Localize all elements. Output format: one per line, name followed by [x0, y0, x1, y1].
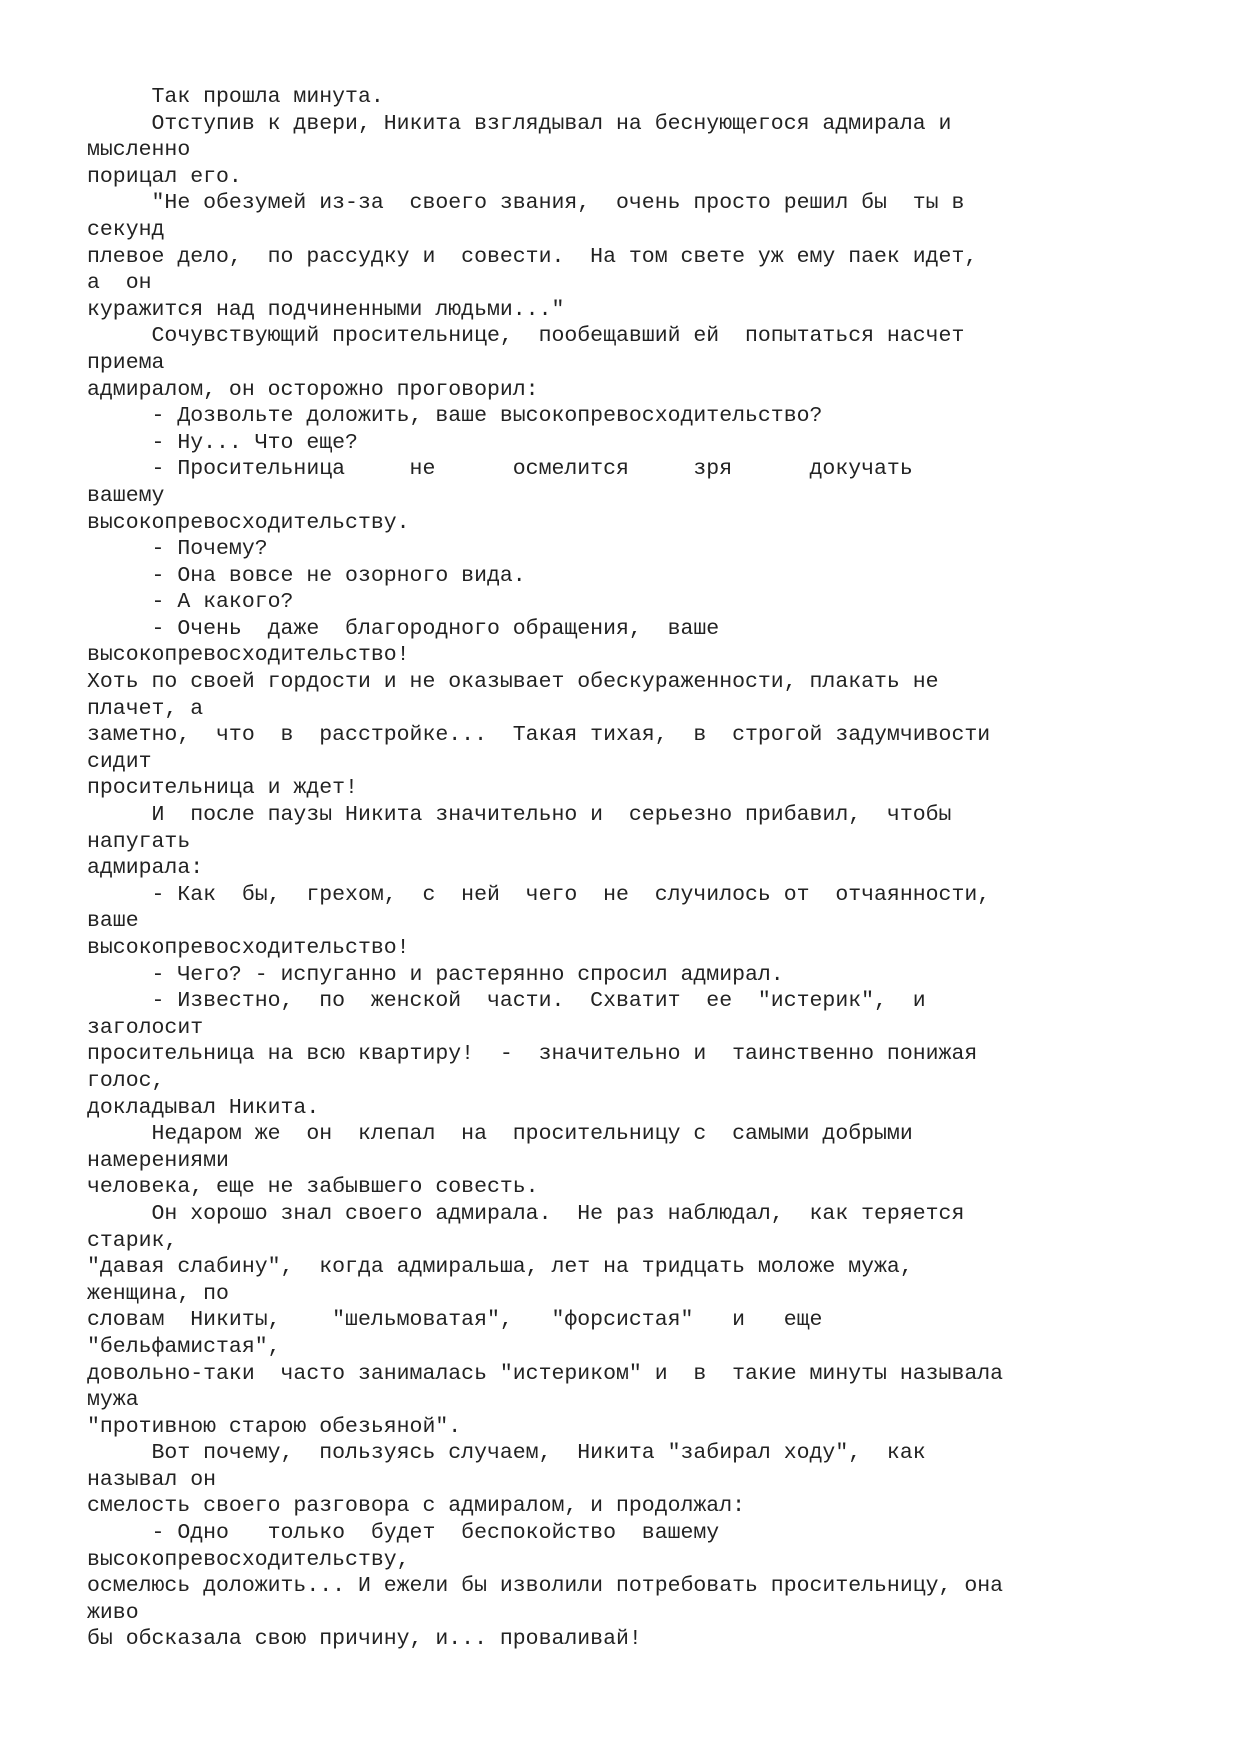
text-line: - Она вовсе не озорного вида.	[87, 563, 526, 588]
text-line: осмелюсь доложить... И ежели бы изволили потребовать просительницу, она	[87, 1574, 1004, 1599]
text-line: - Ну... Что еще?	[87, 430, 358, 455]
text-line: секунд	[87, 217, 165, 242]
text-line: высокопревосходительство!	[87, 643, 410, 668]
text-line: плевое дело, по рассудку и совести. На том свете уж ему паек идет,	[87, 244, 978, 269]
text-line: мысленно	[87, 138, 191, 163]
text-line: просительница на всю квартиру! - значительно и таинственно понижая	[87, 1042, 978, 1067]
text-line: высокопревосходительство!	[87, 936, 410, 960]
text-line: заголосит	[87, 1015, 204, 1040]
text-line: Вот почему, пользуясь случаем, Никита "забирал ходу", как	[87, 1441, 926, 1466]
text-line: высокопревосходительству,	[87, 1547, 410, 1572]
text-line: "противною старою обезьяной".	[87, 1414, 462, 1439]
text-line: живо	[87, 1600, 139, 1625]
text-line: приема	[87, 350, 165, 375]
text-line: - Дозвольте доложить, ваше высокопревосходительство?	[87, 404, 823, 429]
text-line: женщина, по	[87, 1281, 229, 1306]
text-line: сидит	[87, 749, 152, 774]
text-line: плачет, а	[87, 696, 204, 721]
text-line: довольно-таки часто занималась "истериком" и в такие минуты называла	[87, 1361, 1004, 1386]
text-line: мужа	[87, 1388, 139, 1413]
text-line: "давая слабину", когда адмиральша, лет на тридцать моложе мужа,	[87, 1255, 913, 1280]
text-line: адмиралом, он осторожно проговорил:	[87, 377, 539, 402]
text-line: смелость своего разговора с адмиралом, и продолжал:	[87, 1494, 746, 1519]
text-line: Так прошла минута.	[87, 85, 384, 109]
text-line: голос,	[87, 1068, 165, 1093]
text-line: Недаром же он клепал на просительницу с самыми добрыми	[87, 1122, 913, 1147]
text-line: а он	[87, 271, 152, 296]
text-line: - Почему?	[87, 537, 268, 562]
text-line: заметно, что в расстройке... Такая тихая, в строгой задумчивости	[87, 723, 991, 748]
text-line: - Как бы, грехом, с ней чего не случилось от отчаянности,	[87, 882, 991, 907]
text-line: намерениями	[87, 1148, 229, 1173]
text-line: докладывал Никита.	[87, 1095, 320, 1120]
text-line: просительница и ждет!	[87, 776, 358, 801]
text-line: порицал его.	[87, 164, 242, 189]
text-line: - Известно, по женской части. Схватит ее "истерик", и	[87, 989, 926, 1014]
text-line: напугать	[87, 829, 191, 854]
text-line: адмирала:	[87, 856, 204, 881]
text-line: куражится над подчиненными людьми..."	[87, 297, 565, 322]
text-line: высокопревосходительству.	[87, 510, 410, 535]
text-line: бы обсказала свою причину, и... проваливай!	[87, 1627, 642, 1652]
text-line: Хоть по своей гордости и не оказывает обескураженности, плакать не	[87, 670, 939, 695]
text-line: словам Никиты, "шельмоватая", "форсистая" и еще	[87, 1308, 823, 1333]
text-line: старик,	[87, 1228, 178, 1253]
text-line: "Не обезумей из-за своего звания, очень просто решил бы ты в	[87, 191, 965, 216]
text-line: - Очень даже благородного обращения, ваше	[87, 616, 720, 641]
text-line: человека, еще не забывшего совесть.	[87, 1175, 539, 1200]
text-line: - А какого?	[87, 590, 294, 615]
text-line: - Одно только будет беспокойство вашему	[87, 1521, 720, 1546]
text-line: - Чего? - испуганно и растерянно спросил адмирал.	[87, 962, 784, 987]
text-line: - Просительница не осмелится зря докучать	[87, 457, 913, 482]
text-line: И после паузы Никита значительно и серьезно прибавил, чтобы	[87, 803, 952, 828]
document-text	[87, 84, 1207, 1653]
text-line: называл он	[87, 1467, 217, 1492]
text-line: Сочувствующий просительнице, пообещавший ей попытаться насчет	[87, 324, 965, 349]
text-line: Он хорошо знал своего адмирала. Не раз наблюдал, как теряется	[87, 1201, 965, 1226]
text-line: Отступив к двери, Никита взглядывал на беснующегося адмирала и	[87, 111, 952, 136]
text-line: ваше	[87, 909, 139, 934]
text-line: вашему	[87, 483, 165, 508]
text-line: "бельфамистая",	[87, 1334, 281, 1359]
